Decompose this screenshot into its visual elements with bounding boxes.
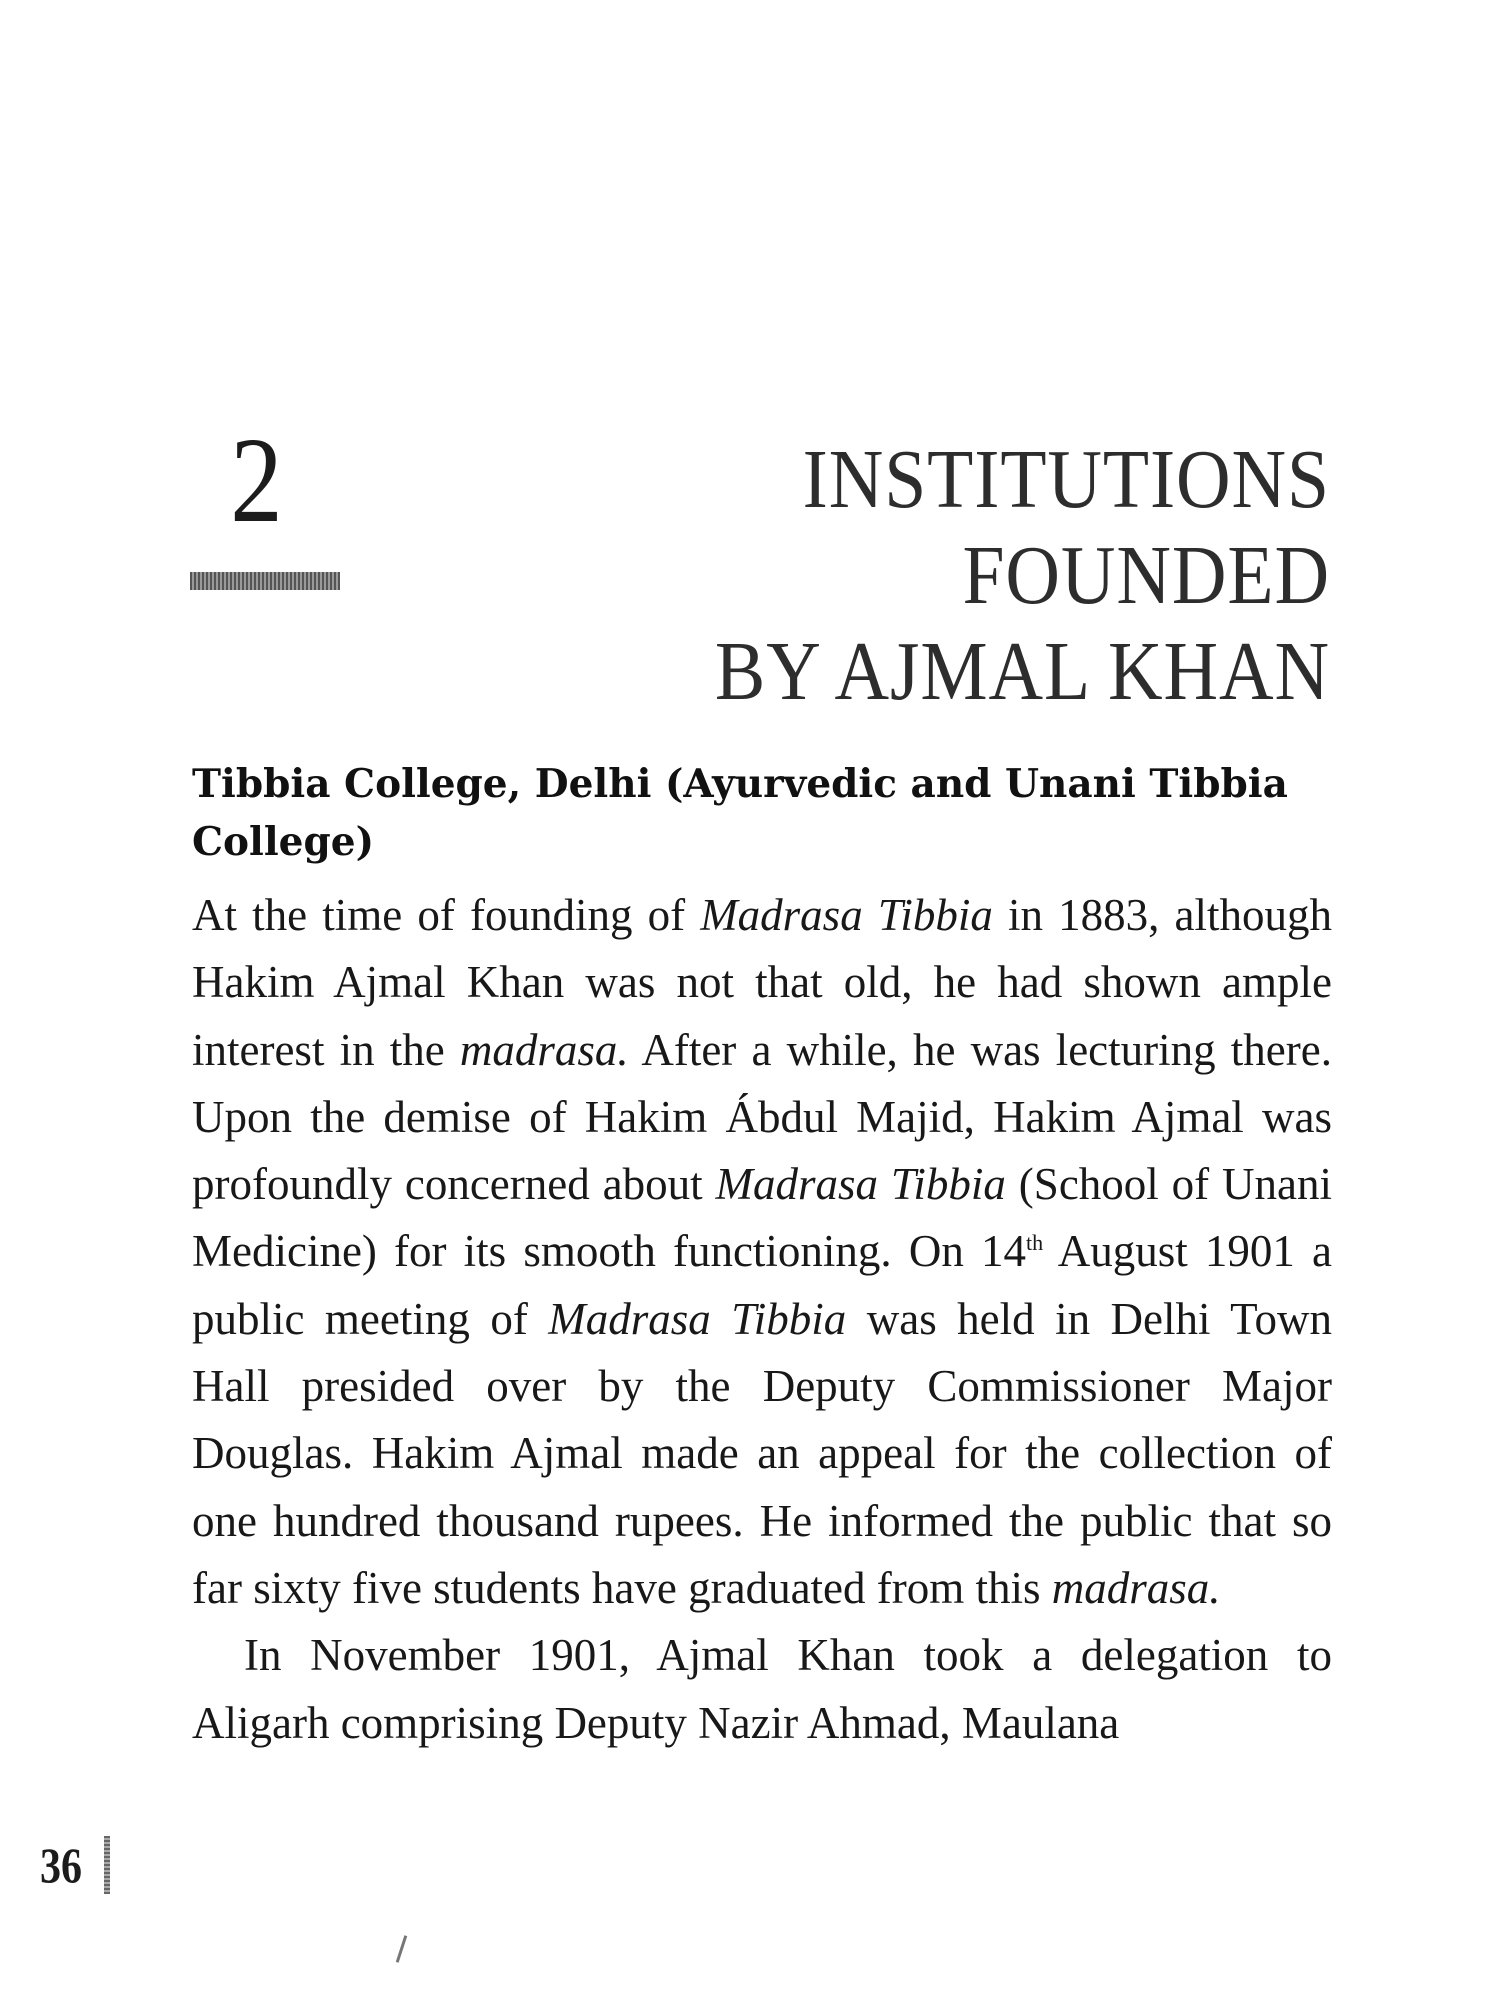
paragraph-1-text-2: in 1883, although Hakim Ajmal Khan was not that old, he had shown ample interest in the xyxy=(192,890,1332,1075)
paragraph-1-italic-2: madrasa. xyxy=(459,1024,629,1075)
paragraph-1-text-3: After a while, he was lecturing there. Upon the demise of Hakim Ábdul Majid, Hakim Ajmal was profoundly concerned about xyxy=(192,1024,1332,1210)
paragraph-1-italic-5: madrasa. xyxy=(1051,1562,1221,1613)
body-text xyxy=(192,755,1332,1757)
chapter-title-line-2: BY AJMAL KHAN xyxy=(714,624,1330,718)
chapter-title xyxy=(430,432,1330,719)
paragraph-1-text-6: was held in Delhi Town Hall presided over by the Deputy Commissioner Major Douglas. Hakim Ajmal made an appeal for the collection of one hundred thousand rupees. He informed the public that so far sixty five students have graduated from this xyxy=(192,1293,1333,1613)
paragraph-1-text-4: (School of Unani Medicine) for its smooth functioning. On 14 xyxy=(192,1159,1333,1277)
page-number-rule xyxy=(104,1836,110,1894)
paragraph-2: In November 1901, Ajmal Khan took a delegation to Aligarh comprising Deputy Nazir Ahmad, Maulana xyxy=(192,1630,1332,1748)
chapter-number-underline xyxy=(190,572,340,590)
paragraph-1 xyxy=(192,882,1332,1622)
ordinal-superscript: th xyxy=(1025,1230,1044,1256)
paragraph-1-italic-4: Madrasa Tibbia xyxy=(548,1293,847,1344)
paragraph-1-italic-3: Madrasa Tibbia xyxy=(715,1159,1006,1210)
chapter-title-line-1: INSTITUTIONS FOUNDED xyxy=(802,433,1330,622)
chapter-number: 2 xyxy=(230,413,283,548)
section-heading: Tibbia College, Delhi (Ayurvedic and Unani Tibbia College) xyxy=(192,761,1288,865)
scan-mark xyxy=(396,1935,408,1963)
page-number: 36 xyxy=(40,1837,82,1893)
paragraph-1-text-1: At the time of founding of xyxy=(192,890,701,940)
paragraph-1-italic-1: Madrasa Tibbia xyxy=(700,890,993,940)
paragraph-1-text-5: August 1901 a public meeting of xyxy=(192,1226,1332,1344)
